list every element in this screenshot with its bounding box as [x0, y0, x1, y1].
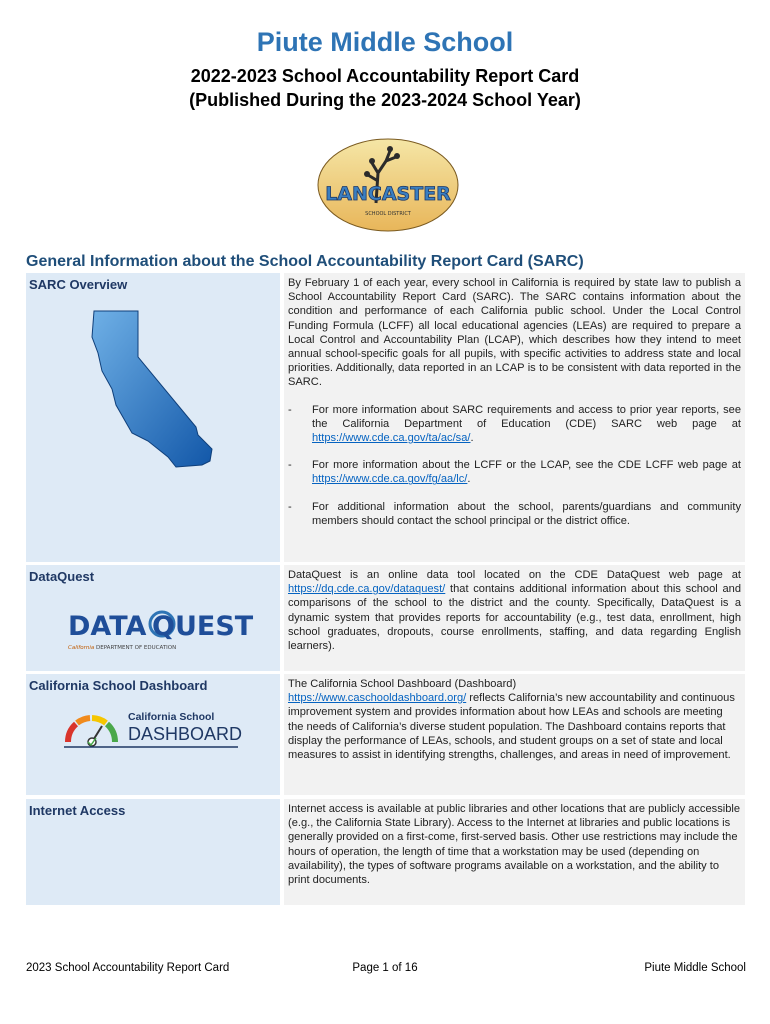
dashboard-label: California School Dashboard [29, 678, 208, 693]
internet-label-cell [26, 799, 280, 905]
svg-text:California: California [68, 645, 95, 651]
dashboard-link[interactable]: https://www.caschooldashboard.org/ [288, 692, 467, 705]
svg-text:DEPARTMENT OF EDUCATION: DEPARTMENT OF EDUCATION [96, 645, 177, 651]
dataquest-text-cell [284, 565, 745, 671]
sarc-overview-paragraph: By February 1 of each year, every school in California is required by state law to publish a School Accountability Report Card (SARC). The SARC contains information about the condition and performance of each California public school. Under the Local Control Funding Formula (LCFF) all local educational agencies (LEAs) are required to prepare a Local Control and Accountability Plan (LCAP), which describes how they intend to meet annual school-specific goals for all pupils, with specific activities to address state and local priorities. Additionally, data reported in an LCAP is to be consistent with data reported in the SARC. [288, 277, 741, 389]
footer-right: Piute Middle School [644, 962, 746, 974]
dataquest-label: DataQuest [29, 569, 95, 584]
sarc-overview-label-cell [26, 273, 280, 562]
sarc-overview-label: SARC Overview [29, 277, 128, 292]
contact-bullet: - For additional information about the school, parents/guardians and community members should contact the school principal or the district office. [288, 500, 741, 527]
sarc-web-page-link[interactable]: https://www.cde.ca.gov/ta/ac/sa/ [312, 432, 471, 445]
california-map-icon [88, 309, 216, 477]
dataquest-row [26, 565, 745, 671]
footer-left: 2023 School Accountability Report Card [26, 962, 230, 974]
logo-subtext: SCHOOL DISTRICT [365, 211, 411, 217]
dataquest-paragraph: DataQuest is an online data tool located on the CDE DataQuest web page at https://dq.cde.ca.gov/dataquest/ that contains additional information about this school and comparisons of the school to the district and the county. Specifically, DataQuest is a dynamic system that provides reports for accountability (e.g., test data, enrollment, high school graduates, dropouts, course enrollments, staffing, and data regarding English learners). [288, 569, 741, 653]
logo-text: LANCASTER [325, 183, 451, 205]
sarc-bullet: - For more information about SARC requirements and access to prior year reports, see the California Department of Education (CDE) SARC web page at https://www.cde.ca.gov/ta/ac/sa/. [288, 403, 741, 445]
dashboard-label-cell [26, 674, 280, 795]
section-heading: General Information about the School Accountability Report Card (SARC) [26, 253, 584, 270]
dashboard-text-cell [284, 674, 745, 795]
district-logo [316, 133, 460, 233]
svg-text:California School: California School [128, 711, 215, 723]
internet-text-cell [284, 799, 745, 905]
report-title: 2022-2023 School Accountability Report Card [190, 66, 580, 86]
lcff-bullet: - For more information about the LCFF or the LCAP, see the CDE LCFF web page at https://www.cde.ca.gov/fg/aa/lc/. [288, 459, 741, 486]
dataquest-logo [66, 605, 254, 655]
published-line: (Published During the 2023-2024 School Year) [189, 90, 581, 110]
footer-page-number: Page 1 of 16 [352, 962, 418, 974]
sarc-overview-text-cell [284, 273, 745, 562]
sarc-overview-row [26, 273, 745, 562]
internet-row [26, 799, 745, 905]
internet-paragraph: Internet access is available at public libraries and other locations that are publicly accessible (e.g., the California State Library). Access to the Internet at libraries and public locations is generally provided on a first-come, first-served basis. Other use restrictions may include the hours of operation, the length of time that a workstation may be used (depending on availability), the types of software programs available on a workstation, and the ability to print documents. [288, 803, 741, 887]
dataquest-link[interactable]: https://dq.cde.ca.gov/dataquest/ [288, 583, 446, 596]
dashboard-paragraph: The California School Dashboard (Dashboard) https://www.caschooldashboard.org/ reflects California’s new accountability and continuous improvement system and provides information about how LEAs and schools are meeting the needs of California’s diverse student population. The Dashboard contains reports that display the performance of LEAs, schools, and student groups on a set of state and local measures to assist in identifying strengths, challenges, and areas in need of improvement. [288, 678, 735, 762]
svg-text:DATA: DATA [68, 611, 147, 642]
lcff-web-page-link[interactable]: https://www.cde.ca.gov/fg/aa/lc/ [312, 473, 468, 486]
svg-text:QUEST: QUEST [152, 611, 254, 642]
dashboard-row [26, 674, 745, 795]
school-name: Piute Middle School [256, 27, 514, 57]
dashboard-logo [62, 706, 246, 750]
svg-text:DASHBOARD: DASHBOARD [128, 724, 243, 744]
internet-label: Internet Access [29, 803, 126, 818]
dataquest-label-cell [26, 565, 280, 671]
